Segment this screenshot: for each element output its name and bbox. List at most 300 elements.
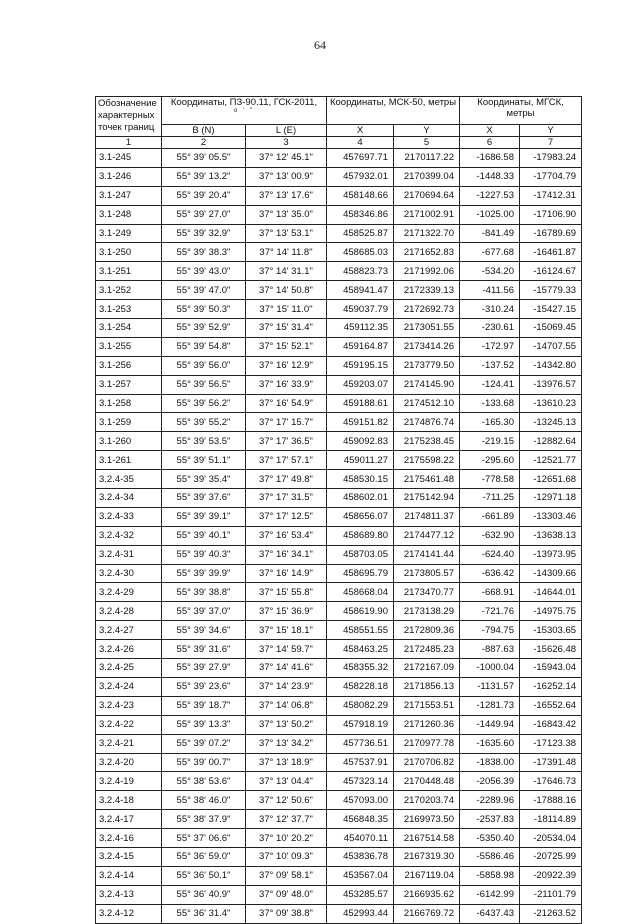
y-msk50-cell: 2170203.74	[394, 791, 460, 810]
point-id-cell: 3.2.4-31	[96, 545, 162, 564]
table-row	[96, 810, 582, 829]
point-id-cell: 3.1-261	[96, 451, 162, 470]
table-row	[96, 602, 582, 621]
y-mgsk-cell: -14342.80	[520, 356, 582, 375]
latitude-cell: 55° 39' 13.3"	[162, 715, 246, 734]
y-mgsk-cell: -17123.38	[520, 734, 582, 753]
x-mgsk-cell: -668.91	[460, 583, 520, 602]
x-mgsk-cell: -411.56	[460, 281, 520, 300]
y-mgsk-cell: -16461.87	[520, 243, 582, 262]
latitude-cell: 55° 39' 27.0"	[162, 205, 246, 224]
x-mgsk-cell: -2056.39	[460, 772, 520, 791]
table-row	[96, 167, 582, 186]
latitude-cell: 55° 39' 55.2"	[162, 413, 246, 432]
y-mgsk-cell: -13976.57	[520, 375, 582, 394]
point-id-cell: 3.2.4-30	[96, 564, 162, 583]
x-mgsk-cell: -295.60	[460, 451, 520, 470]
y-mgsk-cell: -17106.90	[520, 205, 582, 224]
longitude-cell: 37° 13' 53.1"	[246, 224, 327, 243]
header-sub-x-msk: X	[327, 125, 394, 137]
latitude-cell: 55° 39' 40.3"	[162, 545, 246, 564]
latitude-cell: 55° 39' 27.9"	[162, 659, 246, 678]
x-mgsk-cell: -6437.43	[460, 904, 520, 923]
point-id-cell: 3.2.4-28	[96, 602, 162, 621]
point-id-cell: 3.2.4-16	[96, 829, 162, 848]
table-row	[96, 149, 582, 168]
header-col-number: 4	[327, 137, 394, 149]
point-id-cell: 3.1-247	[96, 186, 162, 205]
longitude-cell: 37° 10' 20.2"	[246, 829, 327, 848]
table-row	[96, 904, 582, 923]
x-msk50-cell: 459011.27	[327, 451, 394, 470]
y-mgsk-cell: -12882.64	[520, 432, 582, 451]
latitude-cell: 55° 39' 40.1"	[162, 526, 246, 545]
x-msk50-cell: 453567.04	[327, 866, 394, 885]
y-mgsk-cell: -21101.79	[520, 885, 582, 904]
x-mgsk-cell: -711.25	[460, 489, 520, 508]
table-row	[96, 545, 582, 564]
header-sub-y-mgsk: Y	[520, 125, 582, 137]
y-msk50-cell: 2171260.36	[394, 715, 460, 734]
x-msk50-cell: 458685.03	[327, 243, 394, 262]
header-group-mgsk: Координаты, МГСК, метры	[460, 97, 582, 125]
longitude-cell: 37° 17' 12.5"	[246, 507, 327, 526]
header-sub-b: B (N)	[162, 125, 246, 137]
y-msk50-cell: 2171856.13	[394, 677, 460, 696]
point-id-cell: 3.2.4-21	[96, 734, 162, 753]
point-id-cell: 3.2.4-18	[96, 791, 162, 810]
header-col-number: 5	[394, 137, 460, 149]
point-id-cell: 3.1-249	[96, 224, 162, 243]
point-id-cell: 3.1-251	[96, 262, 162, 281]
point-id-cell: 3.2.4-13	[96, 885, 162, 904]
y-msk50-cell: 2172167.09	[394, 659, 460, 678]
latitude-cell: 55° 39' 34.6"	[162, 621, 246, 640]
point-id-cell: 3.2.4-22	[96, 715, 162, 734]
x-mgsk-cell: -2289.96	[460, 791, 520, 810]
x-msk50-cell: 458525.87	[327, 224, 394, 243]
latitude-cell: 55° 39' 38.8"	[162, 583, 246, 602]
x-mgsk-cell: -2537.83	[460, 810, 520, 829]
longitude-cell: 37° 15' 18.1"	[246, 621, 327, 640]
longitude-cell: 37° 13' 35.0"	[246, 205, 327, 224]
y-mgsk-cell: -20534.04	[520, 829, 582, 848]
y-mgsk-cell: -14707.55	[520, 337, 582, 356]
longitude-cell: 37° 15' 31.4"	[246, 319, 327, 338]
y-mgsk-cell: -21263.52	[520, 904, 582, 923]
table-row	[96, 262, 582, 281]
longitude-cell: 37° 17' 15.7"	[246, 413, 327, 432]
point-id-cell: 3.2.4-20	[96, 753, 162, 772]
x-msk50-cell: 458602.01	[327, 489, 394, 508]
point-id-cell: 3.2.4-17	[96, 810, 162, 829]
longitude-cell: 37° 17' 57.1"	[246, 451, 327, 470]
table-body	[96, 149, 582, 924]
latitude-cell: 55° 39' 32.9"	[162, 224, 246, 243]
x-msk50-cell: 458148.66	[327, 186, 394, 205]
y-msk50-cell: 2174141.44	[394, 545, 460, 564]
table-row	[96, 394, 582, 413]
y-msk50-cell: 2171002.91	[394, 205, 460, 224]
page-number: 64	[314, 38, 326, 52]
header-group-pz90	[162, 97, 327, 125]
latitude-cell: 55° 39' 43.0"	[162, 262, 246, 281]
x-mgsk-cell: -534.20	[460, 262, 520, 281]
x-msk50-cell: 458695.79	[327, 564, 394, 583]
y-mgsk-cell: -14644.01	[520, 583, 582, 602]
x-mgsk-cell: -661.89	[460, 507, 520, 526]
table-row	[96, 375, 582, 394]
x-mgsk-cell: -677.68	[460, 243, 520, 262]
y-msk50-cell: 2171992.06	[394, 262, 460, 281]
latitude-cell: 55° 38' 46.0"	[162, 791, 246, 810]
y-msk50-cell: 2170448.48	[394, 772, 460, 791]
longitude-cell: 37° 16' 34.1"	[246, 545, 327, 564]
x-mgsk-cell: -1000.04	[460, 659, 520, 678]
y-mgsk-cell: -14975.75	[520, 602, 582, 621]
point-id-cell: 3.1-259	[96, 413, 162, 432]
x-msk50-cell: 453285.57	[327, 885, 394, 904]
x-msk50-cell: 458703.05	[327, 545, 394, 564]
header-col-number: 3	[246, 137, 327, 149]
x-msk50-cell: 458689.80	[327, 526, 394, 545]
longitude-cell: 37° 12' 37.7"	[246, 810, 327, 829]
table-row	[96, 489, 582, 508]
x-mgsk-cell: -1686.58	[460, 149, 520, 168]
header-sub-x-mgsk: X	[460, 125, 520, 137]
latitude-cell: 55° 39' 50.3"	[162, 300, 246, 319]
longitude-cell: 37° 16' 14.9"	[246, 564, 327, 583]
longitude-cell: 37° 13' 04.4"	[246, 772, 327, 791]
latitude-cell: 55° 39' 20.4"	[162, 186, 246, 205]
y-msk50-cell: 2173805.57	[394, 564, 460, 583]
point-id-cell: 3.2.4-19	[96, 772, 162, 791]
point-id-cell: 3.1-246	[96, 167, 162, 186]
longitude-cell: 37° 12' 45.1"	[246, 149, 327, 168]
latitude-cell: 55° 39' 35.4"	[162, 470, 246, 489]
latitude-cell: 55° 39' 56.2"	[162, 394, 246, 413]
x-msk50-cell: 458355.32	[327, 659, 394, 678]
y-msk50-cell: 2172809.36	[394, 621, 460, 640]
y-msk50-cell: 2170117.22	[394, 149, 460, 168]
longitude-cell: 37° 13' 50.2"	[246, 715, 327, 734]
x-msk50-cell: 458551.55	[327, 621, 394, 640]
y-mgsk-cell: -12971.18	[520, 489, 582, 508]
y-mgsk-cell: -17983.24	[520, 149, 582, 168]
point-id-cell: 3.2.4-24	[96, 677, 162, 696]
table-row	[96, 677, 582, 696]
y-mgsk-cell: -16552.64	[520, 696, 582, 715]
y-msk50-cell: 2175598.22	[394, 451, 460, 470]
y-mgsk-cell: -17391.48	[520, 753, 582, 772]
latitude-cell: 55° 39' 37.6"	[162, 489, 246, 508]
x-mgsk-cell: -137.52	[460, 356, 520, 375]
x-mgsk-cell: -1227.53	[460, 186, 520, 205]
x-mgsk-cell: -624.40	[460, 545, 520, 564]
point-id-cell: 3.2.4-15	[96, 847, 162, 866]
table-row	[96, 791, 582, 810]
longitude-cell: 37° 09' 48.0"	[246, 885, 327, 904]
x-msk50-cell: 457323.14	[327, 772, 394, 791]
table-row	[96, 432, 582, 451]
latitude-cell: 55° 39' 56.5"	[162, 375, 246, 394]
y-msk50-cell: 2170399.04	[394, 167, 460, 186]
x-msk50-cell: 458530.15	[327, 470, 394, 489]
x-msk50-cell: 457697.71	[327, 149, 394, 168]
x-mgsk-cell: -1635.60	[460, 734, 520, 753]
longitude-cell: 37° 13' 34.2"	[246, 734, 327, 753]
y-mgsk-cell: -20725.99	[520, 847, 582, 866]
x-mgsk-cell: -172.97	[460, 337, 520, 356]
table-row	[96, 281, 582, 300]
x-mgsk-cell: -841.49	[460, 224, 520, 243]
y-mgsk-cell: -17704.79	[520, 167, 582, 186]
latitude-cell: 55° 39' 39.9"	[162, 564, 246, 583]
table-row	[96, 829, 582, 848]
header-col-number: 7	[520, 137, 582, 149]
y-msk50-cell: 2175142.94	[394, 489, 460, 508]
x-msk50-cell: 457736.51	[327, 734, 394, 753]
y-msk50-cell: 2170977.78	[394, 734, 460, 753]
y-msk50-cell: 2167514.58	[394, 829, 460, 848]
point-id-cell: 3.2.4-33	[96, 507, 162, 526]
longitude-cell: 37° 12' 50.6"	[246, 791, 327, 810]
y-msk50-cell: 2173138.29	[394, 602, 460, 621]
x-msk50-cell: 459112.35	[327, 319, 394, 338]
y-msk50-cell: 2170706.82	[394, 753, 460, 772]
point-id-cell: 3.2.4-34	[96, 489, 162, 508]
y-msk50-cell: 2171553.51	[394, 696, 460, 715]
table-row	[96, 186, 582, 205]
longitude-cell: 37° 16' 33.9"	[246, 375, 327, 394]
x-msk50-cell: 459092.83	[327, 432, 394, 451]
x-msk50-cell: 459151.82	[327, 413, 394, 432]
point-id-cell: 3.1-248	[96, 205, 162, 224]
y-msk50-cell: 2173051.55	[394, 319, 460, 338]
y-msk50-cell: 2167119.04	[394, 866, 460, 885]
table-row	[96, 866, 582, 885]
x-msk50-cell: 458228.18	[327, 677, 394, 696]
y-msk50-cell: 2172339.13	[394, 281, 460, 300]
y-mgsk-cell: -15427.15	[520, 300, 582, 319]
longitude-cell: 37° 14' 41.6"	[246, 659, 327, 678]
y-msk50-cell: 2172692.73	[394, 300, 460, 319]
x-msk50-cell: 458823.73	[327, 262, 394, 281]
y-msk50-cell: 2171322.70	[394, 224, 460, 243]
x-msk50-cell: 459188.61	[327, 394, 394, 413]
y-mgsk-cell: -12651.68	[520, 470, 582, 489]
y-mgsk-cell: -13610.23	[520, 394, 582, 413]
point-id-cell: 3.2.4-23	[96, 696, 162, 715]
table-row	[96, 300, 582, 319]
y-msk50-cell: 2174477.12	[394, 526, 460, 545]
point-id-cell: 3.1-253	[96, 300, 162, 319]
x-msk50-cell: 459037.79	[327, 300, 394, 319]
x-msk50-cell: 458619.90	[327, 602, 394, 621]
longitude-cell: 37° 17' 31.5"	[246, 489, 327, 508]
y-mgsk-cell: -13303.46	[520, 507, 582, 526]
header-group-pz90-units: o ' "	[234, 108, 254, 114]
x-mgsk-cell: -1281.73	[460, 696, 520, 715]
point-id-cell: 3.2.4-26	[96, 640, 162, 659]
latitude-cell: 55° 39' 31.6"	[162, 640, 246, 659]
point-id-cell: 3.1-256	[96, 356, 162, 375]
y-mgsk-cell: -17646.73	[520, 772, 582, 791]
x-msk50-cell: 453836.78	[327, 847, 394, 866]
y-mgsk-cell: -13245.13	[520, 413, 582, 432]
table-row	[96, 621, 582, 640]
point-id-cell: 3.2.4-12	[96, 904, 162, 923]
point-id-cell: 3.1-252	[96, 281, 162, 300]
longitude-cell: 37° 15' 55.8"	[246, 583, 327, 602]
longitude-cell: 37° 14' 06.8"	[246, 696, 327, 715]
y-mgsk-cell: -16252.14	[520, 677, 582, 696]
point-id-cell: 3.2.4-35	[96, 470, 162, 489]
point-id-cell: 3.1-257	[96, 375, 162, 394]
latitude-cell: 55° 39' 54.8"	[162, 337, 246, 356]
point-id-cell: 3.1-245	[96, 149, 162, 168]
table-row	[96, 696, 582, 715]
point-id-cell: 3.1-250	[96, 243, 162, 262]
y-msk50-cell: 2166935.62	[394, 885, 460, 904]
y-msk50-cell: 2172485.23	[394, 640, 460, 659]
table-row	[96, 526, 582, 545]
latitude-cell: 55° 39' 00.7"	[162, 753, 246, 772]
longitude-cell: 37° 15' 52.1"	[246, 337, 327, 356]
y-mgsk-cell: -15069.45	[520, 319, 582, 338]
latitude-cell: 55° 39' 56.0"	[162, 356, 246, 375]
table-row	[96, 753, 582, 772]
x-mgsk-cell: -1025.00	[460, 205, 520, 224]
x-msk50-cell: 459203.07	[327, 375, 394, 394]
y-msk50-cell: 2174512.10	[394, 394, 460, 413]
y-msk50-cell: 2173414.26	[394, 337, 460, 356]
longitude-cell: 37° 14' 59.7"	[246, 640, 327, 659]
table-row	[96, 715, 582, 734]
x-mgsk-cell: -632.90	[460, 526, 520, 545]
latitude-cell: 55° 36' 40.9"	[162, 885, 246, 904]
longitude-cell: 37° 10' 09.3"	[246, 847, 327, 866]
longitude-cell: 37° 17' 49.8"	[246, 470, 327, 489]
table-row	[96, 413, 582, 432]
y-mgsk-cell: -16124.67	[520, 262, 582, 281]
point-id-cell: 3.2.4-29	[96, 583, 162, 602]
x-msk50-cell: 457093.00	[327, 791, 394, 810]
latitude-cell: 55° 39' 38.3"	[162, 243, 246, 262]
y-mgsk-cell: -16843.42	[520, 715, 582, 734]
table-row	[96, 451, 582, 470]
header-col-number: 1	[96, 137, 162, 149]
x-mgsk-cell: -794.75	[460, 621, 520, 640]
latitude-cell: 55° 39' 51.1"	[162, 451, 246, 470]
latitude-cell: 55° 39' 37.0"	[162, 602, 246, 621]
point-id-cell: 3.1-255	[96, 337, 162, 356]
y-mgsk-cell: -14309.66	[520, 564, 582, 583]
x-mgsk-cell: -1448.33	[460, 167, 520, 186]
x-mgsk-cell: -636.42	[460, 564, 520, 583]
y-msk50-cell: 2173470.77	[394, 583, 460, 602]
y-mgsk-cell: -16789.69	[520, 224, 582, 243]
x-mgsk-cell: -1449.94	[460, 715, 520, 734]
table-row	[96, 470, 582, 489]
point-id-cell: 3.1-254	[96, 319, 162, 338]
header-point-label: Обозначение характерных точек границ	[96, 97, 162, 137]
y-mgsk-cell: -17888.16	[520, 791, 582, 810]
x-msk50-cell: 459195.15	[327, 356, 394, 375]
longitude-cell: 37° 13' 17.6"	[246, 186, 327, 205]
x-msk50-cell: 458668.04	[327, 583, 394, 602]
x-mgsk-cell: -165.30	[460, 413, 520, 432]
x-msk50-cell: 457932.01	[327, 167, 394, 186]
latitude-cell: 55° 38' 37.9"	[162, 810, 246, 829]
x-msk50-cell: 458656.07	[327, 507, 394, 526]
x-mgsk-cell: -1838.00	[460, 753, 520, 772]
x-msk50-cell: 457918.19	[327, 715, 394, 734]
y-msk50-cell: 2169973.50	[394, 810, 460, 829]
longitude-cell: 37° 14' 11.8"	[246, 243, 327, 262]
y-msk50-cell: 2174145.90	[394, 375, 460, 394]
latitude-cell: 55° 39' 53.5"	[162, 432, 246, 451]
latitude-cell: 55° 36' 31.4"	[162, 904, 246, 923]
x-mgsk-cell: -230.61	[460, 319, 520, 338]
point-id-cell: 3.1-258	[96, 394, 162, 413]
latitude-cell: 55° 39' 18.7"	[162, 696, 246, 715]
longitude-cell: 37° 14' 23.9"	[246, 677, 327, 696]
point-id-cell: 3.2.4-25	[96, 659, 162, 678]
table-row	[96, 507, 582, 526]
latitude-cell: 55° 37' 06.6"	[162, 829, 246, 848]
y-msk50-cell: 2175238.45	[394, 432, 460, 451]
y-msk50-cell: 2173779.50	[394, 356, 460, 375]
x-msk50-cell: 457537.91	[327, 753, 394, 772]
y-msk50-cell: 2171652.83	[394, 243, 460, 262]
x-mgsk-cell: -310.24	[460, 300, 520, 319]
latitude-cell: 55° 39' 47.0"	[162, 281, 246, 300]
y-mgsk-cell: -15943.04	[520, 659, 582, 678]
latitude-cell: 55° 39' 23.6"	[162, 677, 246, 696]
x-mgsk-cell: -887.63	[460, 640, 520, 659]
x-mgsk-cell: -5858.98	[460, 866, 520, 885]
x-mgsk-cell: -721.76	[460, 602, 520, 621]
y-msk50-cell: 2174876.74	[394, 413, 460, 432]
longitude-cell: 37° 16' 12.9"	[246, 356, 327, 375]
x-msk50-cell: 458463.25	[327, 640, 394, 659]
table-row	[96, 659, 582, 678]
x-msk50-cell: 456848.35	[327, 810, 394, 829]
y-mgsk-cell: -15303.65	[520, 621, 582, 640]
x-mgsk-cell: -133.68	[460, 394, 520, 413]
longitude-cell: 37° 09' 38.8"	[246, 904, 327, 923]
y-mgsk-cell: -13973.95	[520, 545, 582, 564]
latitude-cell: 55° 38' 53.6"	[162, 772, 246, 791]
longitude-cell: 37° 14' 31.1"	[246, 262, 327, 281]
header-sub-l: L (E)	[246, 125, 327, 137]
table-row	[96, 243, 582, 262]
longitude-cell: 37° 14' 50.8"	[246, 281, 327, 300]
y-mgsk-cell: -17412.31	[520, 186, 582, 205]
point-id-cell: 3.2.4-14	[96, 866, 162, 885]
table-row	[96, 224, 582, 243]
x-mgsk-cell: -778.58	[460, 470, 520, 489]
y-msk50-cell: 2166769.72	[394, 904, 460, 923]
table-row	[96, 772, 582, 791]
point-id-cell: 3.2.4-32	[96, 526, 162, 545]
table-row	[96, 734, 582, 753]
longitude-cell: 37° 13' 00.9"	[246, 167, 327, 186]
table-row	[96, 337, 582, 356]
y-mgsk-cell: -12521.77	[520, 451, 582, 470]
header-col-number: 6	[460, 137, 520, 149]
